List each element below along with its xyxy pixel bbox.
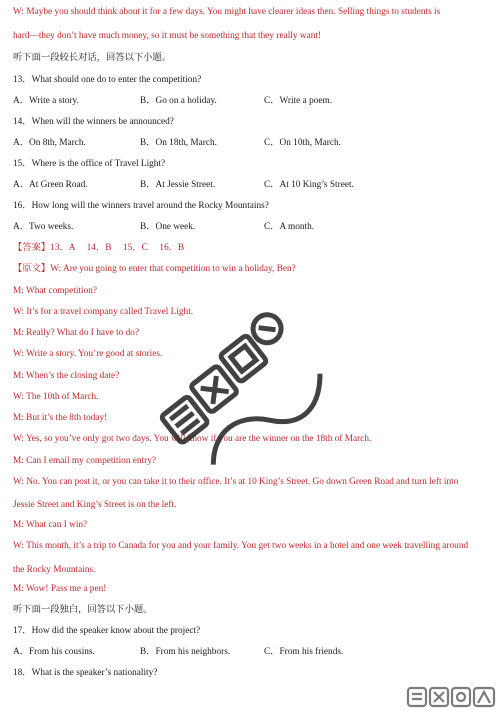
option-15-a: A．At Green Road. [13,180,88,190]
section-intro-long-dialogue: 听下面一段较长对话，回答以下小题。 [13,53,172,63]
question-18: 18．What is the speaker’s nationality? [13,668,158,678]
transcript-line: Jessie Street and King’s Street is on the left. [13,500,177,510]
option-17-c: C．From his friends. [264,647,344,657]
options-14 [13,137,483,149]
transcript-line: M: When’s the closing date? [13,371,120,381]
option-13-a: A．Write a story. [13,96,79,106]
transcript-line: M: What can I win? [13,520,88,530]
transcript-line: M: But it’s the 8th today! [13,413,108,423]
option-16-c: C．A month. [264,222,315,232]
transcript-line: W: The 10th of March. [13,392,99,402]
option-16-b: B．One week. [140,222,196,232]
question-17: 17．How did the speaker know about the project? [13,626,201,636]
options-17 [13,646,483,658]
transcript-line: the Rocky Mountains. [13,565,96,575]
option-14-a: A．On 8th, March. [13,138,86,148]
transcript-line: M: Wow! Pass me a pen! [13,584,107,594]
option-15-b: B．At Jessie Street. [140,180,216,190]
transcript-line: M: Really? What do I have to do? [13,328,140,338]
options-15 [13,179,483,191]
transcript-line: M: Can I email my competition entry? [13,456,157,466]
option-14-b: B．On 18th, March. [140,138,217,148]
options-16 [13,221,483,233]
transcript-line: W: Write a story. You’re good at stories. [13,349,163,359]
option-14-c: C．On 10th, March. [264,138,341,148]
watermark-stamp-icon [130,286,356,509]
transcript-line: W: No. You can post it, or you can take it to their office. It’s at 10 King’s Street. Go down Green Road and turn left into [13,477,459,487]
transcript-line: W: This month, it’s a trip to Canada for you and your family. You get two weeks in a hotel and one week travelling around [13,541,469,551]
answer-key: 【答案】13．A 14．B 15．C 16．B [13,243,185,253]
option-15-c: C．At 10 King’s Street. [264,180,354,190]
transcript-line: W: Yes, so you’ve only got two days. You will know if you are the winner on the 18th of March. [13,434,372,444]
transcript-line: M: What competition? [13,286,97,296]
option-17-a: A．From his cousins. [13,647,95,657]
prev-dialogue-line-2: hard—they don’t have much money, so it must be something that they really want! [13,31,322,41]
option-13-b: B．Go on a holiday. [140,96,217,106]
transcript-line: 【原文】W: Are you going to enter that competition to win a holiday, Ben? [13,264,296,274]
options-13 [13,95,483,107]
option-13-c: C．Write a poem. [264,96,333,106]
option-17-b: B．From his neighbors. [140,647,231,657]
option-16-a: A．Two weeks. [13,222,74,232]
site-logo-icon [406,685,498,711]
section-intro-monologue: 听下面一段独白，回答以下小题。 [13,605,153,615]
question-15: 15．Where is the office of Travel Light? [13,159,166,169]
question-13: 13．What should one do to enter the competition? [13,75,202,85]
prev-dialogue-line-1: W: Maybe you should think about it for a few days. You might have clearer ideas then. Selling things to students is [13,7,441,17]
question-16: 16．How long will the winners travel around the Rocky Mountains? [13,201,269,211]
transcript-line: W: It’s for a travel company called Travel Light. [13,307,194,317]
question-14: 14．When will the winners be announced? [13,117,174,127]
